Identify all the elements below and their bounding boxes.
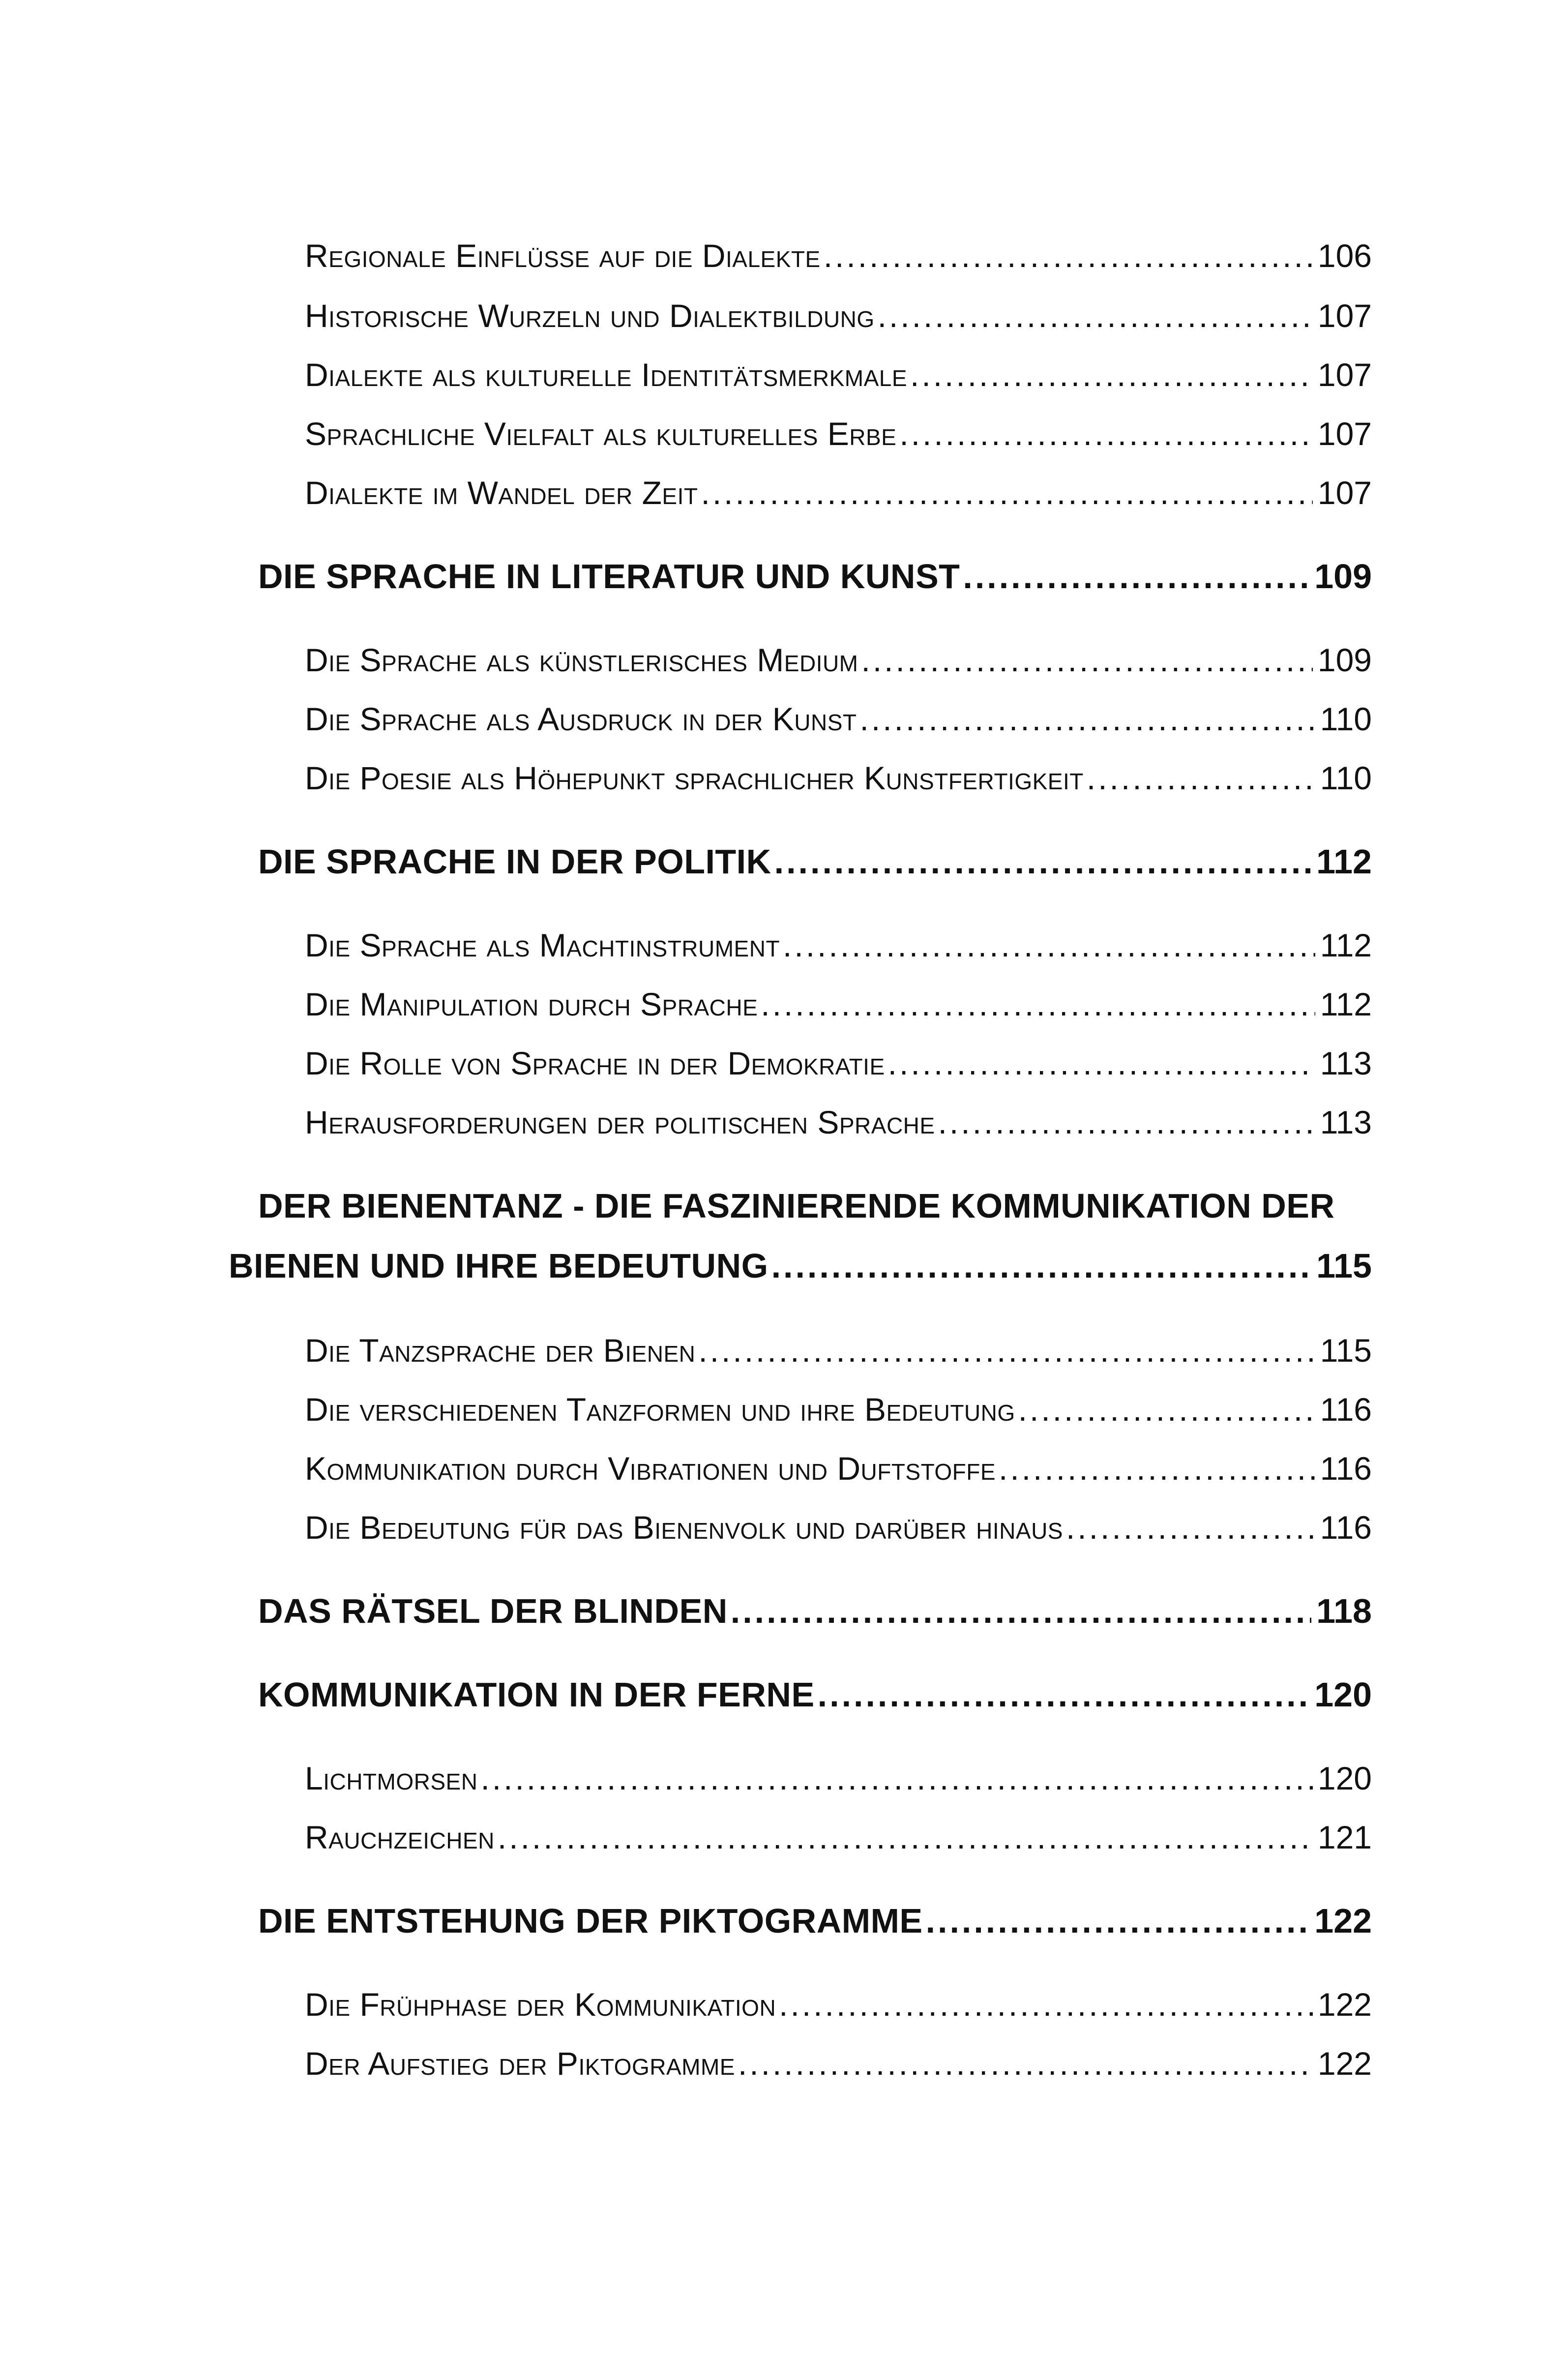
toc-chapter-title: DIE SPRACHE IN DER POLITIK xyxy=(258,842,771,881)
toc-chapter-page: 109 xyxy=(1314,557,1372,596)
toc-entry-title: Die Manipulation durch Sprache xyxy=(305,986,758,1022)
toc-entry-title: Die verschiedenen Tanzformen und ihre Bedeutung xyxy=(305,1391,1015,1428)
toc-entry xyxy=(305,694,1372,744)
toc-entry-page: 112 xyxy=(1320,986,1372,1022)
toc-entry-title: Die Tanzsprache der Bienen xyxy=(305,1332,696,1369)
toc-chapter-page: 112 xyxy=(1316,842,1372,881)
toc-entry-title: Historische Wurzeln und Dialektbildung xyxy=(305,298,875,334)
toc-chapter-page: 122 xyxy=(1314,1902,1372,1940)
dot-leader xyxy=(1066,1503,1315,1552)
dot-leader xyxy=(878,291,1313,340)
dot-leader xyxy=(938,1098,1315,1147)
dot-leader xyxy=(779,1980,1313,2029)
dot-leader xyxy=(963,552,1309,601)
toc-entry-title: Die Bedeutung für das Bienenvolk und darüber hinaus xyxy=(305,1509,1063,1546)
dot-leader xyxy=(926,1896,1310,1945)
dot-leader xyxy=(818,1670,1310,1719)
toc-entry xyxy=(305,231,1372,280)
dot-leader xyxy=(731,1586,1311,1636)
toc-entry xyxy=(305,350,1372,399)
toc-entry xyxy=(305,1503,1372,1552)
toc-entry xyxy=(305,1098,1372,1147)
toc-entry-title: Kommunikation durch Vibrationen und Duftstoffe xyxy=(305,1450,996,1487)
toc-chapter-title: DIE ENTSTEHUNG DER PIKTOGRAMME xyxy=(258,1902,923,1940)
toc-chapter xyxy=(258,552,1372,601)
toc-chapter-page: 118 xyxy=(1316,1592,1372,1630)
toc-entry-page: 116 xyxy=(1320,1509,1372,1546)
toc-entry xyxy=(305,753,1372,803)
toc-chapter xyxy=(258,1896,1372,1945)
toc-entry xyxy=(305,1326,1372,1375)
toc-entry-title: Rauchzeichen xyxy=(305,1819,495,1855)
toc-entry-page: 120 xyxy=(1317,1760,1372,1796)
toc-entry-title: Die Sprache als Ausdruck in der Kunst xyxy=(305,701,857,737)
toc-entry-page: 106 xyxy=(1317,238,1372,274)
toc-entry-title: Der Aufstieg der Piktogramme xyxy=(305,2045,735,2082)
dot-leader xyxy=(783,921,1315,970)
toc-entry-page: 121 xyxy=(1317,1819,1372,1855)
dot-leader xyxy=(824,231,1313,280)
dot-leader xyxy=(861,635,1313,685)
toc-entry-page: 109 xyxy=(1317,642,1372,678)
toc-entry xyxy=(305,1980,1372,2029)
toc-entry-page: 112 xyxy=(1320,927,1372,963)
toc-chapter-line2 xyxy=(229,1241,1372,1290)
toc-entry-title: Sprachliche Vielfalt als kulturelles Erbe xyxy=(305,416,897,452)
toc-entry xyxy=(305,1444,1372,1493)
dot-leader xyxy=(999,1444,1315,1493)
toc-entry-page: 113 xyxy=(1320,1045,1372,1081)
toc-entry-page: 107 xyxy=(1317,416,1372,452)
toc-entry xyxy=(305,980,1372,1029)
toc-entry-title: Die Frühphase der Kommunikation xyxy=(305,1986,776,2023)
toc-entry-title: Die Poesie als Höhepunkt sprachlicher Kunstfertigkeit xyxy=(305,760,1084,796)
toc-chapter-page: 115 xyxy=(1316,1247,1372,1285)
toc-entry-page: 110 xyxy=(1320,760,1372,796)
toc-entry-title: Die Rolle von Sprache in der Demokratie xyxy=(305,1045,885,1081)
toc-entry-page: 110 xyxy=(1320,701,1372,737)
toc-chapter xyxy=(258,837,1372,886)
toc-entry-page: 107 xyxy=(1317,357,1372,393)
dot-leader xyxy=(774,837,1311,886)
toc-entry-title: Lichtmorsen xyxy=(305,1760,478,1796)
toc-chapter xyxy=(258,1586,1372,1636)
toc-chapter-title: KOMMUNIKATION IN DER FERNE xyxy=(258,1675,815,1714)
toc-entry xyxy=(305,635,1372,685)
dot-leader xyxy=(899,409,1313,458)
dot-leader xyxy=(701,468,1312,517)
toc-entry-title: Herausforderungen der politischen Sprache xyxy=(305,1104,935,1140)
dot-leader xyxy=(1018,1385,1315,1434)
toc-entry-title: Die Sprache als Machtinstrument xyxy=(305,927,780,963)
toc-entry xyxy=(305,921,1372,970)
toc-chapter-page: 120 xyxy=(1314,1675,1372,1714)
toc-entry xyxy=(305,1813,1372,1862)
dot-leader xyxy=(738,2039,1313,2088)
toc-entry-page: 116 xyxy=(1320,1391,1372,1428)
toc-entry-title: Die Sprache als künstlerisches Medium xyxy=(305,642,858,678)
toc-entry xyxy=(305,2039,1372,2088)
dot-leader xyxy=(1087,753,1315,803)
toc-entry-page: 107 xyxy=(1317,475,1372,511)
toc-entry-page: 116 xyxy=(1320,1450,1372,1487)
toc-entry xyxy=(305,291,1372,340)
dot-leader xyxy=(498,1813,1313,1862)
toc-entry-title: Dialekte im Wandel der Zeit xyxy=(305,475,698,511)
toc-chapter-title: DIE SPRACHE IN LITERATUR UND KUNST xyxy=(258,557,960,596)
toc-entry-page: 122 xyxy=(1317,1986,1372,2023)
dot-leader xyxy=(480,1754,1312,1803)
toc-entry-page: 122 xyxy=(1317,2045,1372,2082)
toc-chapter xyxy=(258,1670,1372,1719)
toc-chapter-title: DAS RÄTSEL DER BLINDEN xyxy=(258,1592,728,1630)
toc-entry-page: 113 xyxy=(1320,1104,1372,1140)
toc-chapter-title-line1: DER BIENENTANZ - DIE FASZINIERENDE KOMMUNIKATION DER xyxy=(258,1187,1335,1225)
toc-entry xyxy=(305,1385,1372,1434)
dot-leader xyxy=(888,1039,1315,1088)
dot-leader xyxy=(860,694,1315,744)
toc-entry-title: Dialekte als kulturelle Identitätsmerkmale xyxy=(305,357,908,393)
toc-entry-title: Regionale Einflüsse auf die Dialekte xyxy=(305,238,821,274)
toc-entry-page: 115 xyxy=(1320,1332,1372,1369)
dot-leader xyxy=(698,1326,1315,1375)
toc-entry-page: 107 xyxy=(1317,298,1372,334)
toc-entry xyxy=(305,1039,1372,1088)
toc-entry xyxy=(305,409,1372,458)
dot-leader xyxy=(910,350,1313,399)
dot-leader xyxy=(761,980,1315,1029)
toc-entry xyxy=(305,1754,1372,1803)
dot-leader xyxy=(771,1241,1311,1290)
toc-chapter-title-line2: BIENEN UND IHRE BEDEUTUNG xyxy=(229,1247,769,1285)
toc-entry xyxy=(305,468,1372,517)
